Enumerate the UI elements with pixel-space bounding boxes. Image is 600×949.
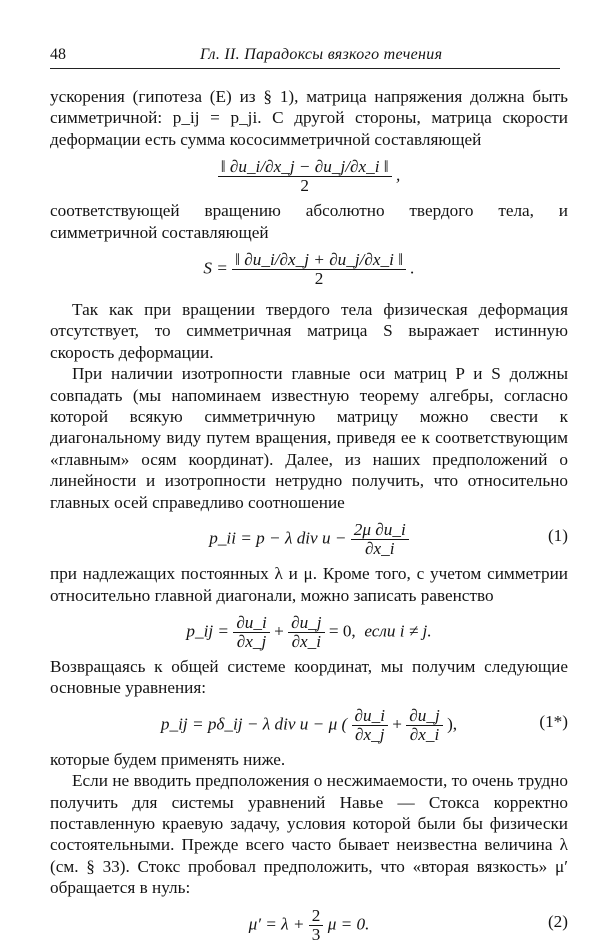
paragraph-7: которые будем применять ниже. <box>50 749 286 769</box>
fraction <box>218 158 392 195</box>
equation-rhs: = 0, <box>328 621 356 641</box>
paragraph-1: ускорения (гипотеза (E) из § 1), матрица напряжения должна быть симметричной: p_ij = p_ji. С другой стороны, матрица скорости деформации есть сумма кососимметричной составляющей <box>50 87 568 149</box>
fraction-denominator: ∂x_i <box>409 724 440 744</box>
page-body <box>50 86 568 949</box>
fraction <box>309 907 324 944</box>
equation-2 <box>50 901 568 947</box>
fraction-numerator: ‖ ∂u_i/∂x_j − ∂u_j/∂x_i ‖ <box>218 158 392 177</box>
equation-1-star <box>50 701 568 747</box>
page-header <box>50 44 560 69</box>
equation-lhs: μ′ = λ + <box>248 914 305 934</box>
fraction-denominator: 3 <box>311 924 321 944</box>
equation-lhs: p_ij = pδ_ij − λ div u − μ ( <box>160 714 348 734</box>
equation-condition: если i ≠ j. <box>364 621 432 641</box>
equation-rhs: ), <box>447 714 458 734</box>
equation-label: (1*) <box>539 711 568 731</box>
plus-sign: + <box>392 714 402 734</box>
fraction <box>351 521 409 558</box>
fraction-numerator: 2 <box>309 907 324 926</box>
paragraph-4: При наличии изотропности главные оси матриц P и S должны совпадать (мы напоминаем известную теорему алгебры, согласно которой всякую симметричную матрицу можно свести к диагональному виду путем вращения, приведя ее к соответствующим «главным» осям координат). Далее, из наших предположений о линейности и изотропности нетрудно получить, что относительно главных осей справедливо соотношение <box>50 364 568 512</box>
paragraph-6: Возвращаясь к общей системе координат, мы получим следующие основные уравнения: <box>50 656 568 698</box>
running-title: Гл. II. Парадоксы вязкого течения <box>200 46 443 63</box>
fraction-numerator: ∂u_i <box>233 614 269 633</box>
equation-lhs: p_ij = <box>186 621 230 641</box>
fraction-denominator: ∂x_i <box>291 631 322 651</box>
paragraph-3: Так как при вращении твердого тела физическая деформация отсутствует, то симметричная матрица S выражает истинную скорость деформации. <box>50 300 568 362</box>
equation-offdiagonal <box>50 608 568 654</box>
plus-sign: + <box>274 621 284 641</box>
fraction-numerator: ‖ ∂u_i/∂x_j + ∂u_j/∂x_i ‖ <box>232 251 406 270</box>
equation-1 <box>50 515 568 561</box>
fraction-numerator: ∂u_j <box>288 614 324 633</box>
paragraph-8: Если не вводить предположения о несжимаемости, то очень трудно получить для системы уравнений Навье — Стокса корректно поставленную краевую задачу, условия которой были бы физически состоятельными. Прежде всего часто бывает неизвестна величина λ (см. § 33). Стокс пробовал предположить, что «вторая вязкость» μ′ обращается в нуль: <box>50 771 568 898</box>
equation-tail: , <box>395 165 401 185</box>
fraction-denominator: ∂x_j <box>355 724 385 744</box>
equation-lhs: S = <box>203 258 228 278</box>
fraction-numerator: ∂u_j <box>406 707 442 726</box>
fraction <box>288 614 324 651</box>
fraction-denominator: 2 <box>314 269 324 289</box>
fraction-denominator: ∂x_i <box>365 539 395 559</box>
fraction <box>406 707 442 744</box>
equation-symmetric <box>50 245 568 291</box>
fraction-numerator: ∂u_i <box>352 707 388 726</box>
fraction <box>232 251 406 288</box>
equation-rhs: μ = 0. <box>327 914 370 934</box>
page-number: 48 <box>50 46 66 63</box>
fraction-denominator: ∂x_j <box>236 631 267 651</box>
equation-lhs: p_ii = p − λ div u − <box>209 528 347 548</box>
fraction <box>352 707 388 744</box>
fraction <box>233 614 269 651</box>
equation-tail: . <box>410 258 415 278</box>
paragraph-5: при надлежащих постоянных λ и μ. Кроме того, с учетом симметрии относительно главной диагонали, можно записать равенство <box>50 564 568 605</box>
equation-label: (1) <box>547 526 568 546</box>
equation-label: (2) <box>547 911 568 931</box>
fraction-numerator: 2μ ∂u_i <box>351 521 409 540</box>
paragraph-2: соответствующей вращению абсолютно твердого тела, и симметричной составляющей <box>50 201 568 242</box>
fraction-denominator: 2 <box>300 176 309 196</box>
equation-antisymmetric <box>50 152 568 198</box>
